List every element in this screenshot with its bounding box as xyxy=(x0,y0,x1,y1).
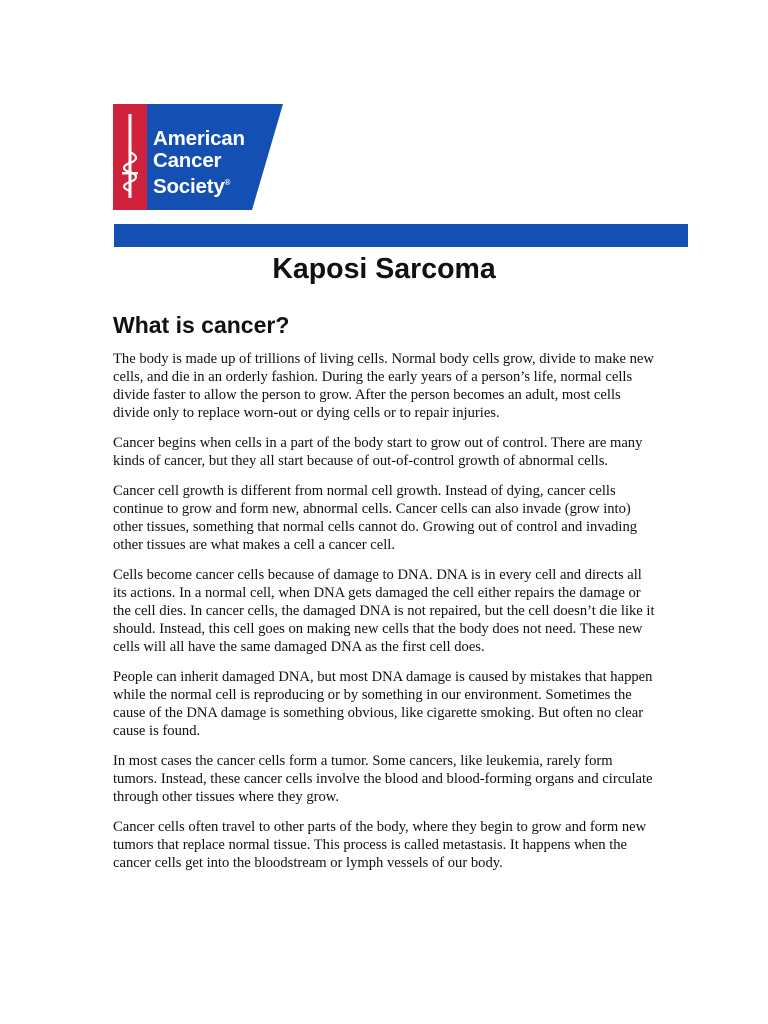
paragraph: Cancer begins when cells in a part of the body start to grow out of control. There are many kinds of cancer, but they all start because of out-of-control growth of abnormal cells. xyxy=(113,435,643,469)
paragraph: The body is made up of trillions of living cells. Normal body cells grow, divide to make new cells, and die in an orderly fashion. During the early years of a person’s life, normal cells divide faster to allow the person to grow. After the person becomes an adult, most cells divide only to replace worn-out or dying cells or to repair injuries. xyxy=(113,351,654,421)
registered-mark: ® xyxy=(224,178,231,187)
paragraph: In most cases the cancer cells form a tumor. Some cancers, like leukemia, rarely form tumors. Instead, these cancer cells involve the blood and blood-forming organs and circulate through other tissues where they grow. xyxy=(113,753,653,805)
paragraph: Cancer cells often travel to other parts of the body, where they begin to grow and form new tumors that replace normal tissue. This process is called metastasis. It happens when the cancer cells get into the bloodstream or lymph vessels of our body. xyxy=(113,819,647,871)
logo-wordmark xyxy=(153,128,245,198)
section-heading: What is cancer? xyxy=(113,312,290,338)
logo-line-3-text: Society xyxy=(153,174,225,198)
logo-line-2: Cancer xyxy=(153,149,222,172)
logo-line-3 xyxy=(153,172,245,198)
paragraph: Cells become cancer cells because of damage to DNA. DNA is in every cell and directs all its actions. In a normal cell, when DNA gets damaged the cell either repairs the damage or the cell dies. In cancer cells, the damaged DNA is not repaired, but the cell doesn’t die like it should. Instead, this cell goes on making new cells that the body does not need. These new cells will all have the same damaged DNA as the first cell does. xyxy=(113,567,655,655)
document-title: Kaposi Sarcoma xyxy=(272,253,496,285)
paragraph: Cancer cell growth is different from normal cell growth. Instead of dying, cancer cells continue to grow and form new, abnormal cells. Cancer cells can also invade (grow into) other tissues, something that normal cells cannot do. Growing out of control and invading other tissues are what makes a cell a cancer cell. xyxy=(113,483,638,553)
paragraph: People can inherit damaged DNA, but most DNA damage is caused by mistakes that happen while the normal cell is reproducing or by something in our environment. Sometimes the cause of the DNA damage is something obvious, like cigarette smoking. But often no clear cause is found. xyxy=(113,669,653,739)
header-blue-bar xyxy=(114,224,688,247)
document-body xyxy=(113,350,658,884)
sword-serpent-icon xyxy=(118,114,142,200)
american-cancer-society-logo xyxy=(113,104,283,210)
logo-line-1: American xyxy=(153,127,245,150)
